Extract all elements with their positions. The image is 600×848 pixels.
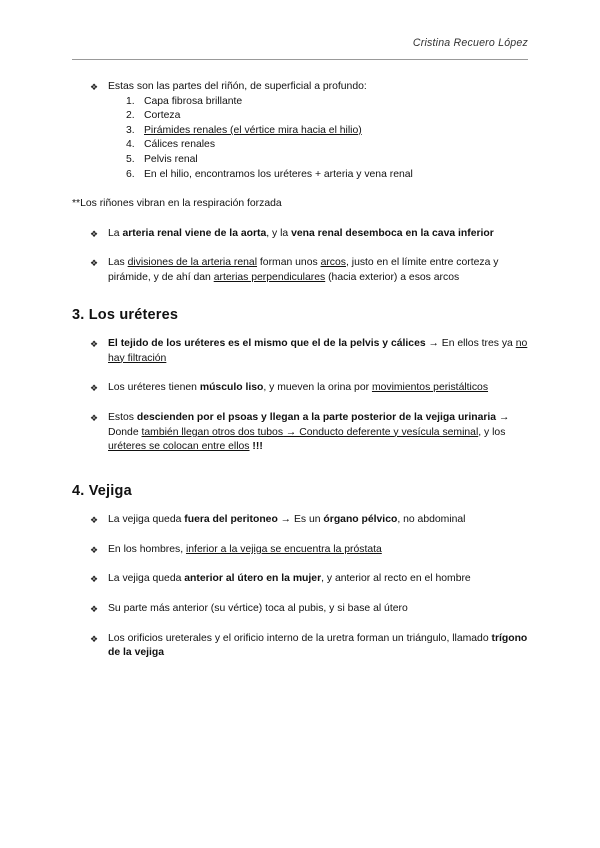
- diamond-bullet-icon: ❖: [90, 574, 99, 585]
- list-item: ❖ El tejido de los uréteres es el mismo que el de la pelvis y cálices → En ellos tres ya no hay filtración: [90, 338, 528, 364]
- page-header-author: Cristina Recuero López: [412, 37, 528, 49]
- diamond-bullet-icon: ❖: [90, 633, 99, 644]
- list-item: ❖ Los uréteres tienen músculo liso, y mueven la orina por movimientos peristálticos: [72, 381, 532, 396]
- diamond-bullet-icon: ❖: [90, 383, 99, 394]
- section-heading-vejiga: 4. Vejiga: [72, 482, 132, 499]
- list-item: 2. Corteza: [126, 110, 181, 122]
- list-item: ❖ En los hombres, inferior a la vejiga se encuentra la próstata: [72, 543, 532, 558]
- document-body: [72, 80, 532, 661]
- diamond-bullet-icon: ❖: [90, 228, 99, 239]
- list-item: 1. Capa fibrosa brillante: [126, 95, 243, 107]
- list-item: 6. En el hilio, encontramos los uréteres + arteria y vena renal: [126, 168, 413, 180]
- list-item: 5. Pelvis renal: [126, 153, 198, 165]
- list-item: ❖ La arteria renal viene de la aorta, y la vena renal desemboca en la cava inferior: [72, 227, 532, 242]
- list-item: ❖ Estos descienden por el psoas y llegan a la parte posterior de la vejiga urinaria → Donde también llegan otros dos tubos → Conducto deferente y vesícula seminal, y los uréteres se colocan entre ellos !!!: [90, 411, 510, 453]
- diamond-bullet-icon: ❖: [90, 82, 99, 92]
- note-text: **Los riñones vibran en la respiración forzada: [72, 198, 282, 210]
- diamond-bullet-icon: ❖: [90, 412, 99, 423]
- list-item: ❖ La vejiga queda anterior al útero en la mujer, y anterior al recto en el hombre: [72, 572, 532, 587]
- section-heading-ureteres: 3. Los uréteres: [72, 306, 179, 323]
- list-item: 3. Pirámides renales (el vértice mira hacia el hilio): [126, 124, 362, 136]
- diamond-bullet-icon: ❖: [90, 604, 99, 615]
- list-item: ❖ Los orificios ureterales y el orificio interno de la uretra forman un triángulo, llamado trígono de la vejiga: [90, 632, 528, 659]
- header-divider: [72, 59, 528, 60]
- list-item: ❖ Su parte más anterior (su vértice) toca al pubis, y si base al útero: [72, 602, 532, 617]
- kidney-parts-list: [72, 95, 532, 183]
- diamond-bullet-icon: ❖: [90, 515, 99, 526]
- diamond-bullet-icon: ❖: [90, 544, 99, 555]
- list-item: ❖ La vejiga queda fuera del peritoneo → Es un órgano pélvico, no abdominal: [72, 513, 532, 528]
- diamond-bullet-icon: ❖: [90, 258, 99, 269]
- diamond-bullet-icon: ❖: [90, 339, 99, 350]
- list-item: 4. Cálices renales: [126, 139, 216, 151]
- list-item: ❖ Estas son las partes del riñón, de superficial a profundo:: [72, 80, 532, 95]
- list-item: ❖ Las divisiones de la arteria renal forman unos arcos, justo en el límite entre corteza y pirámide, y de ahí dan arterias perpendiculares (hacia exterior) a esos arcos: [90, 257, 499, 283]
